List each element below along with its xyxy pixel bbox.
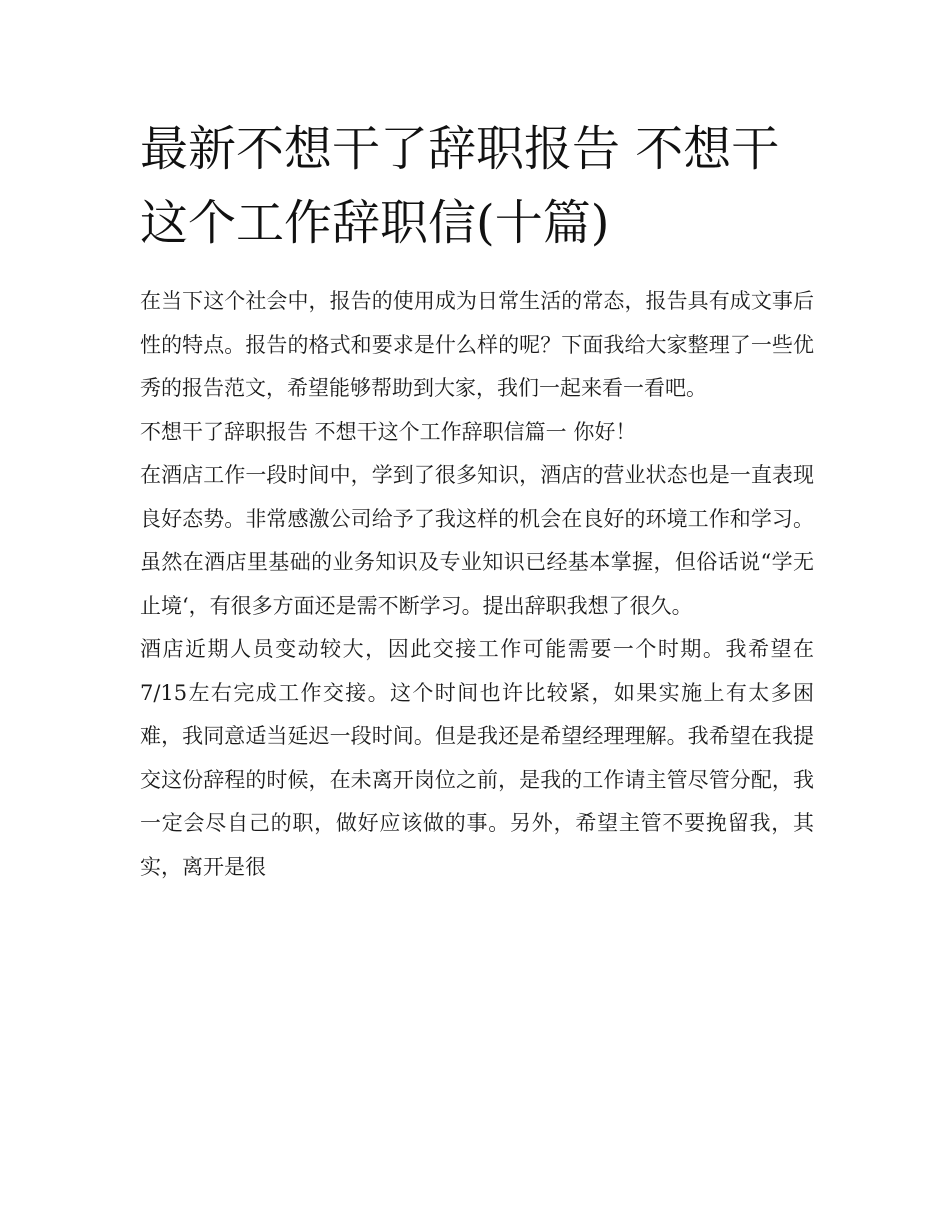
document-body (140, 280, 814, 889)
section-heading-line: 不想干了辞职报告 不想干这个工作辞职信篇一 你好！ (140, 419, 637, 444)
body-paragraph: 在酒店工作一段时间中，学到了很多知识，酒店的营业状态也是一直表现良好态势。非常感激公司给予了我这样的机会在良好的环境工作和学习。虽然在酒店里基础的业务知识及专业知识已经基本掌握，但俗话说“学无止境‘，有很多方面还是需不断学习。提出辞职我想了很久。 (140, 463, 814, 618)
intro-paragraph: 在当下这个社会中，报告的使用成为日常生活的常态，报告具有成文事后性的特点。报告的格式和要求是什么样的呢？下面我给大家整理了一些优秀的报告范文，希望能够帮助到大家，我们一起来看一看吧。 (140, 289, 814, 400)
body-paragraph: 酒店近期人员变动较大，因此交接工作可能需要一个时期。我希望在7/15左右完成工作交接。这个时间也许比较紧，如果实施上有太多困难，我同意适当延迟一段时间。但是我还是希望经理理解。我希望在我提交这份辞程的时候，在未离开岗位之前，是我的工作请主管尽管分配，我一定会尽自己的职，做好应该做的事。另外，希望主管不要挽留我，其实，离开是很 (140, 637, 814, 879)
document-title: 最新不想干了辞职报告 不想干这个工作辞职信(十篇) (140, 121, 780, 251)
